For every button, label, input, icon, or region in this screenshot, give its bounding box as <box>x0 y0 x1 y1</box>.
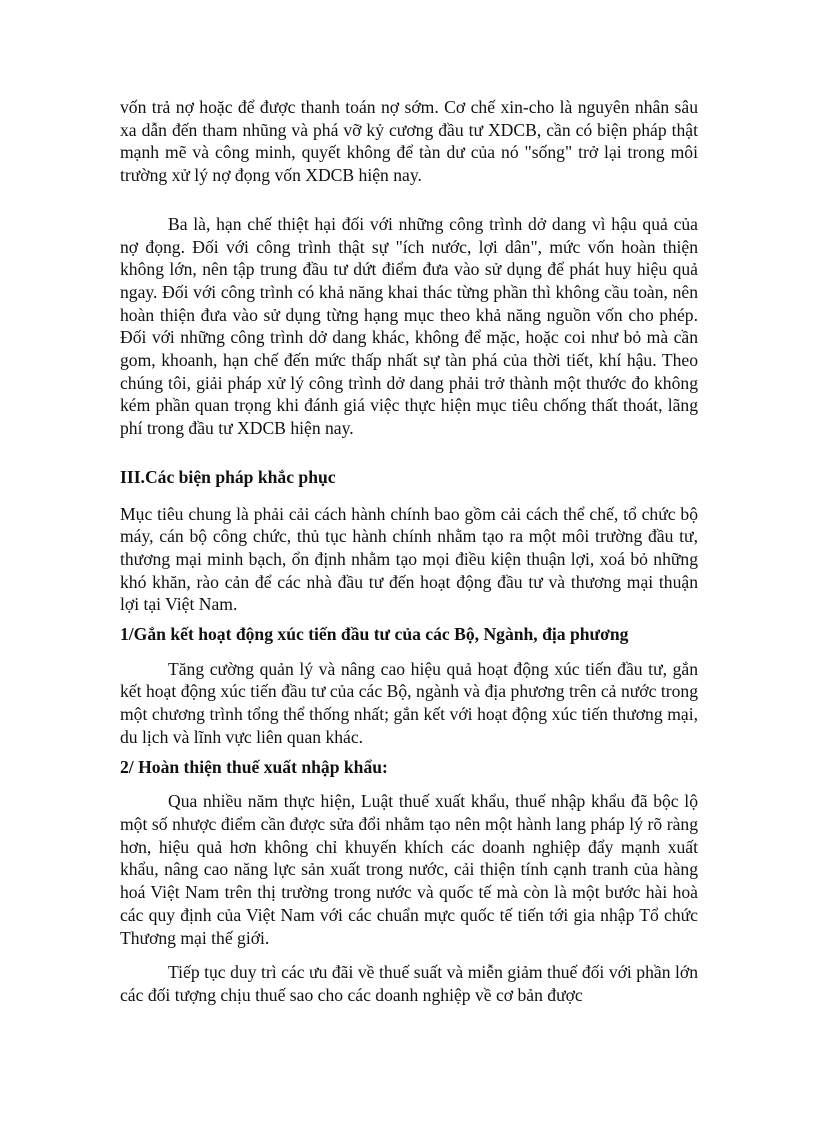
paragraph-section-2a: Qua nhiều năm thực hiện, Luật thuế xuất khẩu, thuế nhập khẩu đã bộc lộ một số nhược điểm cần được sửa đổi nhằm tạo nên một hành lang pháp lý rõ ràng hơn, hiệu quả hơn không chỉ khuyến khích các doanh nghiệp đẩy mạnh xuất khẩu, nâng cao năng lực sản xuất trong nước, cải thiện tính cạnh tranh của hàng hoá Việt Nam trên thị trường trong nước và quốc tế mà còn là một bước hài hoà các quy định của Việt Nam với các chuẩn mực quốc tế tiến tới gia nhập Tổ chức Thương mại thế giới. <box>120 791 698 948</box>
paragraph-section-1: Tăng cường quản lý và nâng cao hiệu quả hoạt động xúc tiến đầu tư, gắn kết hoạt động xúc tiến đầu tư của các Bộ, ngành và địa phương trên cả nước trong một chương trình tổng thể thống nhất; gắn kết với hoạt động xúc tiến thương mại, du lịch và lĩnh vực liên quan khác. <box>120 658 698 747</box>
paragraph-intro: vốn trả nợ hoặc để được thanh toán nợ sớm. Cơ chế xin-cho là nguyên nhân sâu xa dẫn đến tham nhũng và phá vỡ kỷ cương đầu tư XDCB, cần có biện pháp thật mạnh mẽ và công minh, quyết không để tàn dư của nó "sống" trở lại trong môi trường xử lý nợ đọng vốn XDCB hiện nay. <box>120 97 698 186</box>
document-page <box>120 96 698 1007</box>
section-heading-iii: III.Các biện pháp khắc phục <box>120 466 336 487</box>
paragraph-section-2b: Tiếp tục duy trì các ưu đãi về thuế suất và miễn giảm thuế đối với phần lớn các đối tượng chịu thuế sao cho các doanh nghiệp về cơ bản được <box>120 962 698 1005</box>
section-heading-2: 2/ Hoàn thiện thuế xuất nhập khẩu: <box>120 756 388 777</box>
section-heading-1: 1/Gắn kết hoạt động xúc tiến đầu tư của các Bộ, Ngành, địa phương <box>120 624 629 645</box>
paragraph-muc-tieu: Mục tiêu chung là phải cải cách hành chính bao gồm cải cách thể chế, tổ chức bộ máy, cán bộ công chức, thủ tục hành chính nhằm tạo ra một môi trường đầu tư, thương mại minh bạch, ổn định nhằm tạo mọi điều kiện thuận lợi, xoá bỏ những khó khăn, rào cản để các nhà đầu tư đến hoạt động đầu tư và thương mại thuận lợi tại Việt Nam. <box>120 503 698 615</box>
paragraph-ba-la: Ba là, hạn chế thiệt hại đối với những công trình dở dang vì hậu quả của nợ đọng. Đối với công trình thật sự "ích nước, lợi dân", mức vốn hoàn thiện không lớn, nên tập trung đầu tư dứt điểm đưa vào sử dụng để phát huy hiệu quả ngay. Đối với công trình có khả năng khai thác từng phần thì không cầu toàn, nên hoàn thiện đưa vào sử dụng từng hạng mục theo khả năng nguồn vốn cho phép. Đối với những công trình dở dang khác, không để mặc, hoặc coi như bỏ mà cần gom, khoanh, hạn chế đến mức thấp nhất sự tàn phá của thời tiết, khí hậu. Theo chúng tôi, giải pháp xử lý công trình dở dang phải trở thành một thước đo không kém phần quan trọng khi đánh giá việc thực hiện mục tiêu chống thất thoát, lãng phí trong đầu tư XDCB hiện nay. <box>120 213 698 439</box>
